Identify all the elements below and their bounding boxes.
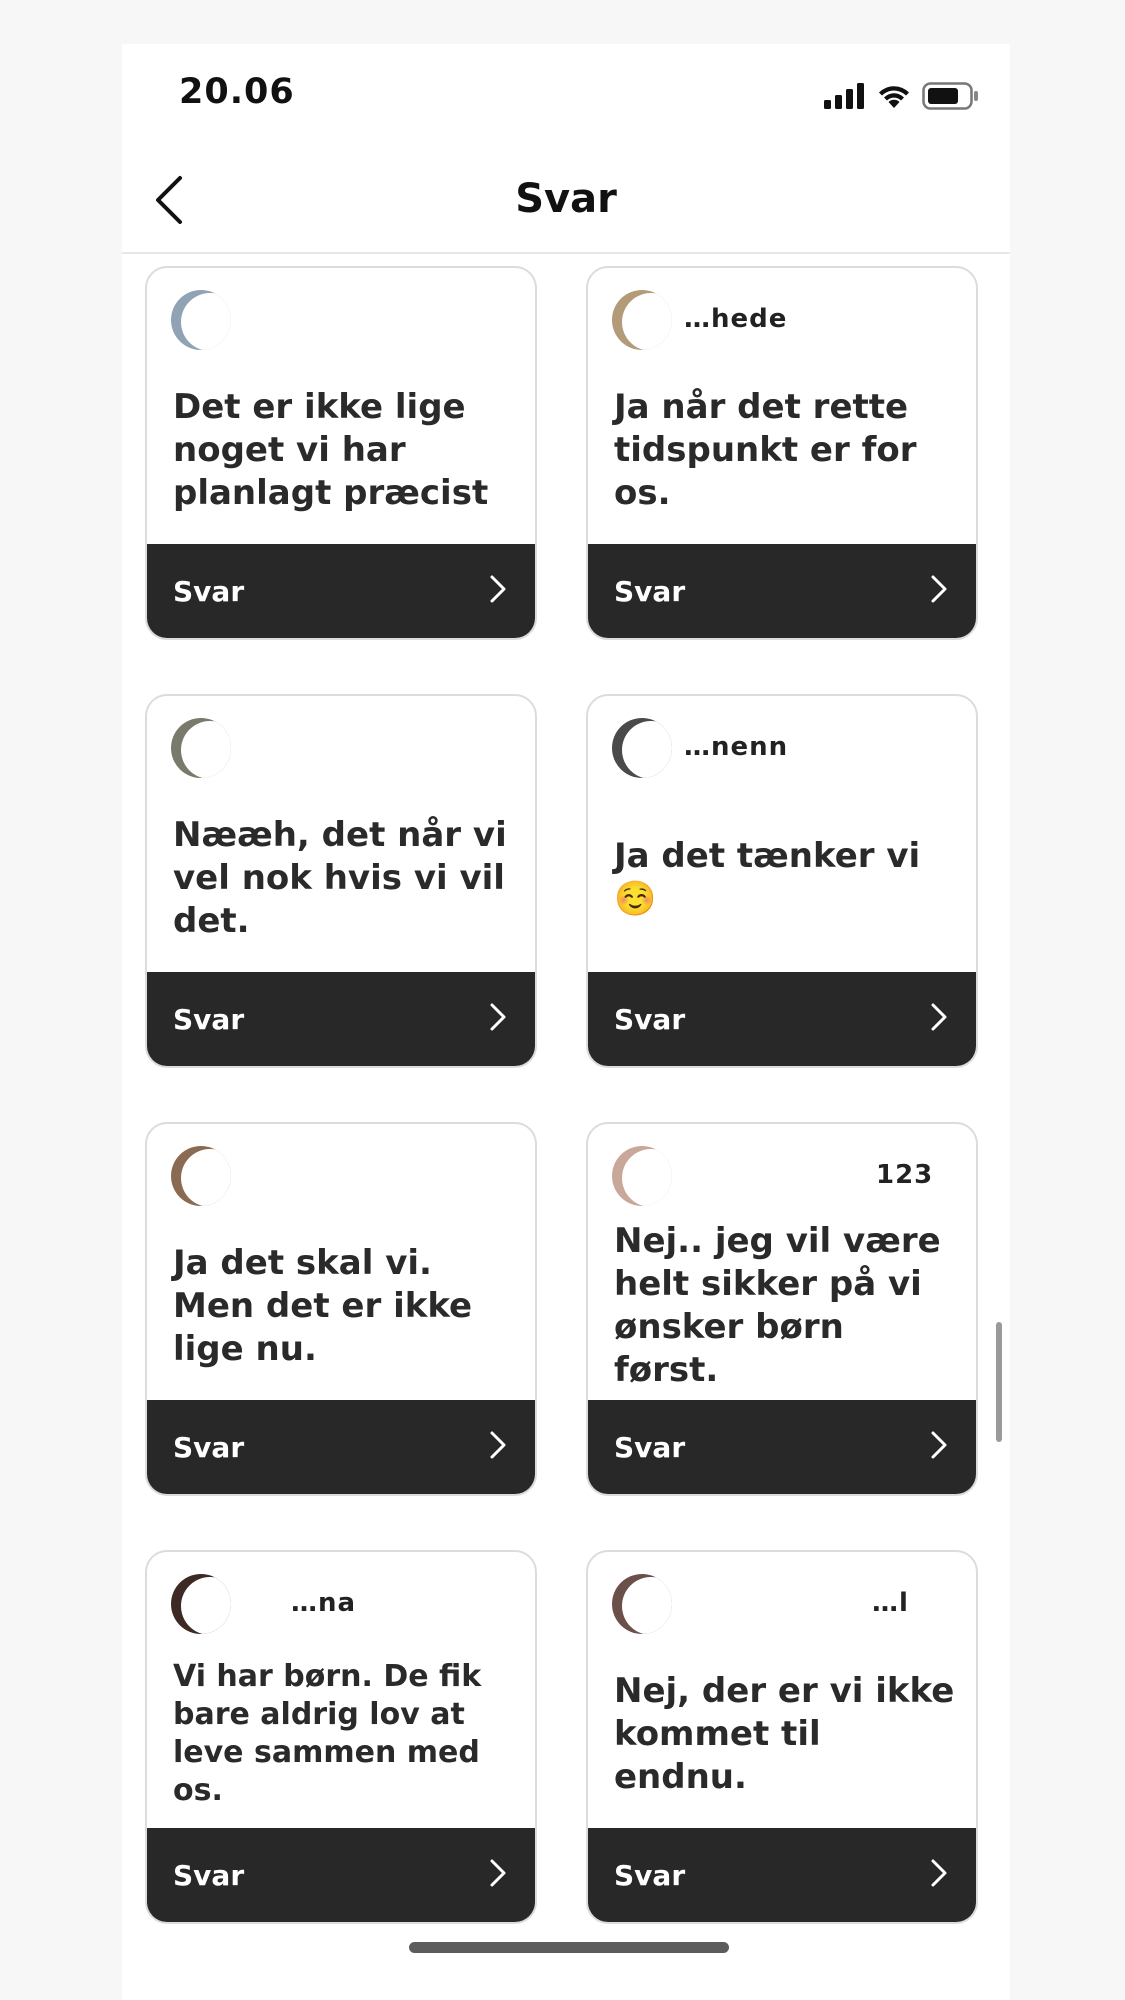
answer-text: Ja det skal vi. Men det er ikke lige nu. bbox=[173, 1242, 473, 1369]
wifi-icon bbox=[876, 83, 912, 113]
chevron-right-icon bbox=[930, 1002, 948, 1036]
answer-text: Nææh, det når vi vel nok hvis vi vil det. bbox=[173, 814, 507, 941]
reply-button[interactable] bbox=[588, 1400, 976, 1494]
signal-icon bbox=[824, 83, 866, 113]
answer-text: Det er ikke lige noget vi har planlagt præcist bbox=[173, 386, 489, 513]
reply-button[interactable] bbox=[588, 1828, 976, 1922]
reply-label: Svar bbox=[173, 574, 245, 608]
reply-button[interactable] bbox=[588, 972, 976, 1066]
card-header bbox=[612, 1574, 956, 1636]
navigation-bar bbox=[122, 154, 1010, 254]
status-icons bbox=[824, 82, 980, 114]
card-header bbox=[612, 290, 956, 352]
username[interactable]: …nenn bbox=[684, 732, 789, 762]
card-header bbox=[171, 1574, 515, 1636]
avatar[interactable] bbox=[612, 1574, 672, 1634]
card-header bbox=[612, 1146, 956, 1208]
avatar[interactable] bbox=[171, 290, 231, 350]
answer-text: Nej, der er vi ikke kommet til endnu. bbox=[614, 1670, 955, 1797]
chevron-right-icon bbox=[489, 574, 507, 608]
reply-label: Svar bbox=[614, 1002, 686, 1036]
answer-card bbox=[586, 266, 978, 640]
reply-label: Svar bbox=[173, 1430, 245, 1464]
answer-card bbox=[145, 1550, 537, 1924]
avatar[interactable] bbox=[612, 718, 672, 778]
chevron-right-icon bbox=[489, 1858, 507, 1892]
reply-button[interactable] bbox=[147, 1828, 535, 1922]
answer-card bbox=[586, 694, 978, 1068]
card-header bbox=[171, 718, 515, 780]
battery-icon bbox=[922, 82, 980, 114]
avatar[interactable] bbox=[612, 1146, 672, 1206]
page-title: Svar bbox=[515, 176, 617, 222]
answer-text: Vi har børn. De fik bare aldrig lov at leve sammen med os. bbox=[173, 1659, 482, 1808]
answer-text: Ja når det rette tidspunkt er for os. bbox=[614, 386, 917, 513]
chevron-right-icon bbox=[930, 1858, 948, 1892]
username[interactable]: …l bbox=[872, 1588, 909, 1618]
reply-button[interactable] bbox=[147, 972, 535, 1066]
chevron-right-icon bbox=[489, 1002, 507, 1036]
username[interactable]: …na bbox=[291, 1588, 357, 1618]
answer-card bbox=[145, 694, 537, 1068]
answer-text: Ja det tænker vi ☺️ bbox=[614, 836, 921, 919]
chevron-right-icon bbox=[930, 574, 948, 608]
answer-text: Nej.. jeg vil være helt sikker på vi ønsker børn først. bbox=[614, 1221, 941, 1390]
card-header bbox=[612, 718, 956, 780]
answer-card bbox=[586, 1550, 978, 1924]
reply-label: Svar bbox=[614, 1858, 686, 1892]
chevron-right-icon bbox=[930, 1430, 948, 1464]
avatar[interactable] bbox=[171, 1146, 231, 1206]
reply-button[interactable] bbox=[147, 1400, 535, 1494]
status-bar bbox=[122, 44, 1010, 154]
phone-screen bbox=[122, 44, 1010, 2000]
reply-label: Svar bbox=[614, 574, 686, 608]
status-time: 20.06 bbox=[179, 72, 295, 112]
answer-card bbox=[586, 1122, 978, 1496]
card-header bbox=[171, 290, 515, 352]
card-header bbox=[171, 1146, 515, 1208]
avatar[interactable] bbox=[171, 718, 231, 778]
avatar[interactable] bbox=[171, 1574, 231, 1634]
reply-label: Svar bbox=[173, 1858, 245, 1892]
reply-label: Svar bbox=[173, 1002, 245, 1036]
chevron-right-icon bbox=[489, 1430, 507, 1464]
reply-button[interactable] bbox=[147, 544, 535, 638]
username[interactable]: …hede bbox=[684, 304, 788, 334]
scrollbar[interactable] bbox=[996, 1322, 1002, 1442]
reply-button[interactable] bbox=[588, 544, 976, 638]
reply-label: Svar bbox=[614, 1430, 686, 1464]
answer-card bbox=[145, 1122, 537, 1496]
answer-card bbox=[145, 266, 537, 640]
home-indicator[interactable] bbox=[409, 1942, 729, 1953]
username[interactable]: 123 bbox=[876, 1160, 934, 1190]
avatar[interactable] bbox=[612, 290, 672, 350]
